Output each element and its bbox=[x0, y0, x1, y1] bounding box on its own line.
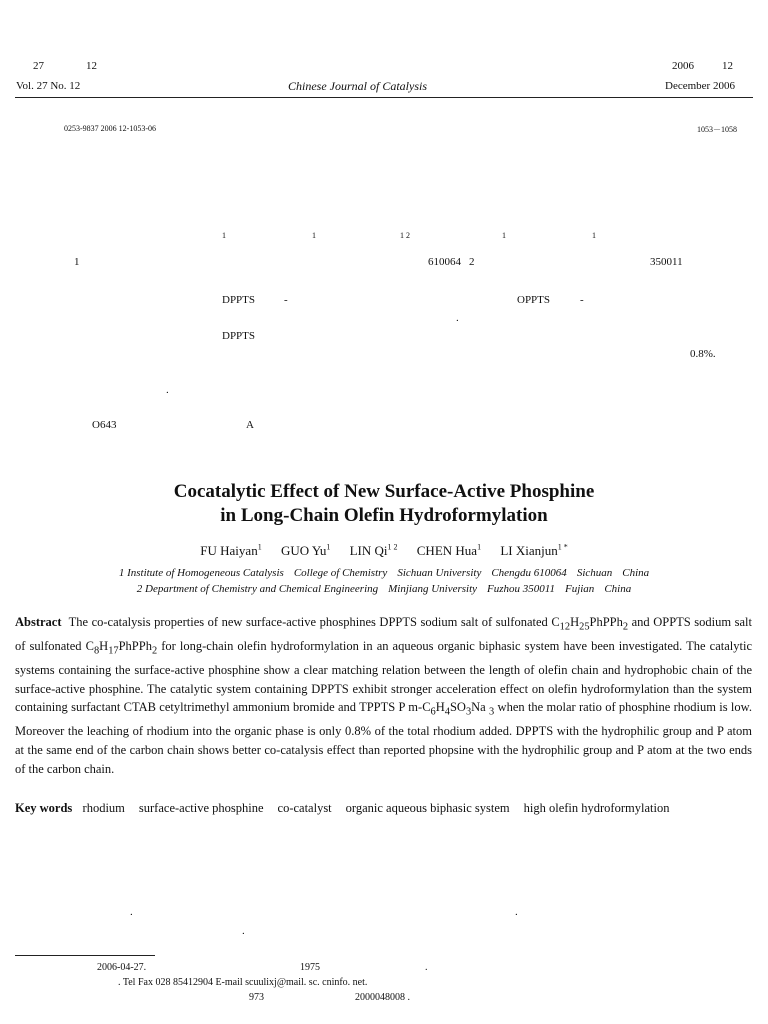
keyword: co-catalyst bbox=[277, 801, 332, 815]
cn-author-sup: 1 2 bbox=[400, 231, 410, 240]
cn-aff-postcode-2: 350011 bbox=[650, 256, 683, 268]
keyword: surface-active phosphine bbox=[138, 801, 264, 815]
cn-abstract-fragment: . bbox=[456, 312, 459, 324]
cn-author-sup: 1 bbox=[222, 231, 226, 240]
cn-doc-code: A bbox=[246, 419, 254, 431]
author: LIN $Qi^{1 2}$ bbox=[349, 543, 398, 559]
cn-aff-postcode-1: 610064 bbox=[428, 256, 461, 268]
cn-abstract-fragment: 0.8%. bbox=[690, 348, 716, 360]
footnote-grant-number: 2000048008 . bbox=[355, 992, 410, 1003]
abstract-label: Abstract bbox=[15, 615, 62, 629]
author: CHEN Hua$^1$ bbox=[416, 543, 482, 559]
cn-class-code: O643 bbox=[92, 419, 117, 431]
abstract-en: Abstract The co-catalysis properties of new surface-active phosphines DPPTS sodium salt of sulfonated $C_{12}H_{25}PhPPh_2$ and OPPTS sodium salt of sulfonated $C_8H_{17}PhPPh_2$ for long-chain olefin hydroformylation in an aqueous organic biphasic system have been investigated. The catalytic systems containing the surface-active phosphine show a clear matching relation between the length of olefin chain and hydrophobic chain of the surface-active phosphine. The catalytic system containing DPPTS exhibit stronger acceleration effect on olefin hydroformylation than the system containing surfactant CTAB cetyltrimethyl ammonium bromide and TPPTS P $m-C_6H_4SO_3Na$ $_3$ when the molar ratio of phosphine rhodium is low. Moreover the leaching of rhodium into the organic phase is only 0.8% of the total rhodium added. DPPTS with the hydrophilic group and P atom at the same end of the carbon chain shows better co-catalysis effect than reported phopsine with the hydrophilic group and P atom at the two ends of the carbon chain. bbox=[15, 615, 752, 776]
affiliation-2: 2 Department of Chemistry and Chemical Engineering Minjiang University Fuzhou 350011 Fujian China bbox=[136, 583, 632, 595]
keyword: organic aqueous biphasic system bbox=[345, 801, 510, 815]
footnote-born: 1975 bbox=[300, 962, 320, 973]
author: LI Xianjun$^{1 *}$ bbox=[500, 543, 568, 559]
cn-aff-number-2: 2 bbox=[469, 256, 475, 268]
keyword: rhodium bbox=[82, 801, 125, 815]
header-journal: Chinese Journal of Catalysis bbox=[288, 79, 427, 93]
footnote-dot: . bbox=[425, 962, 428, 973]
footnote-rule bbox=[15, 955, 155, 956]
keywords-label: Key words bbox=[15, 801, 73, 815]
header-volume: Vol. 27 No. 12 bbox=[16, 80, 81, 92]
cn-abstract-fragment: . bbox=[166, 384, 169, 396]
keywords bbox=[15, 799, 752, 818]
cn-abstract-fragment: OPPTS bbox=[517, 294, 551, 306]
body-text-fragment: . bbox=[242, 925, 245, 937]
cn-abstract-fragment: - bbox=[580, 294, 584, 306]
footnote-contact: . Tel Fax 028 85412904 E-mail scuulixj@mail. sc. cninfo. net. bbox=[118, 977, 368, 988]
paper-title-line2: in Long-Chain Olefin Hydroformylation bbox=[220, 505, 548, 526]
body-text-fragment: . bbox=[515, 906, 518, 918]
header-rule bbox=[15, 97, 753, 98]
header-year-cn: 2006 bbox=[672, 60, 694, 72]
cn-author-sup: 1 bbox=[312, 231, 316, 240]
cn-author-sup: 1 bbox=[502, 231, 506, 240]
header-pages: 1053－1058 bbox=[697, 125, 737, 134]
keyword: high olefin hydroformylation bbox=[523, 801, 670, 815]
header-number-cn: 12 bbox=[86, 60, 97, 72]
cn-abstract-fragment: - bbox=[284, 294, 288, 306]
header-date: December 2006 bbox=[665, 80, 735, 92]
header-issn: 0253-9837 2006 12-1053-06 bbox=[64, 124, 156, 133]
cn-author-sup: 1 bbox=[592, 231, 596, 240]
footnote-received: 2006-04-27. bbox=[97, 962, 147, 973]
cn-abstract-fragment: DPPTS bbox=[222, 294, 256, 306]
author-list bbox=[0, 543, 768, 559]
paper-title-line1: Cocatalytic Effect of New Surface-Active Phosphine bbox=[173, 481, 595, 502]
author: FU Haiyan$^1$ bbox=[200, 543, 262, 559]
cn-aff-number: 1 bbox=[74, 256, 80, 268]
footnote-grant-973: 973 bbox=[249, 992, 264, 1003]
cn-abstract-fragment: DPPTS bbox=[222, 330, 256, 342]
author: GUO Yu$^1$ bbox=[280, 543, 331, 559]
affiliation-1: 1 Institute of Homogeneous Catalysis College of Chemistry Sichuan University Chengdu 610064 Sichuan China bbox=[118, 567, 650, 579]
body-text-fragment: . bbox=[130, 906, 133, 918]
header-month-cn: 12 bbox=[722, 60, 733, 72]
header-volume-cn: 27 bbox=[33, 60, 44, 72]
